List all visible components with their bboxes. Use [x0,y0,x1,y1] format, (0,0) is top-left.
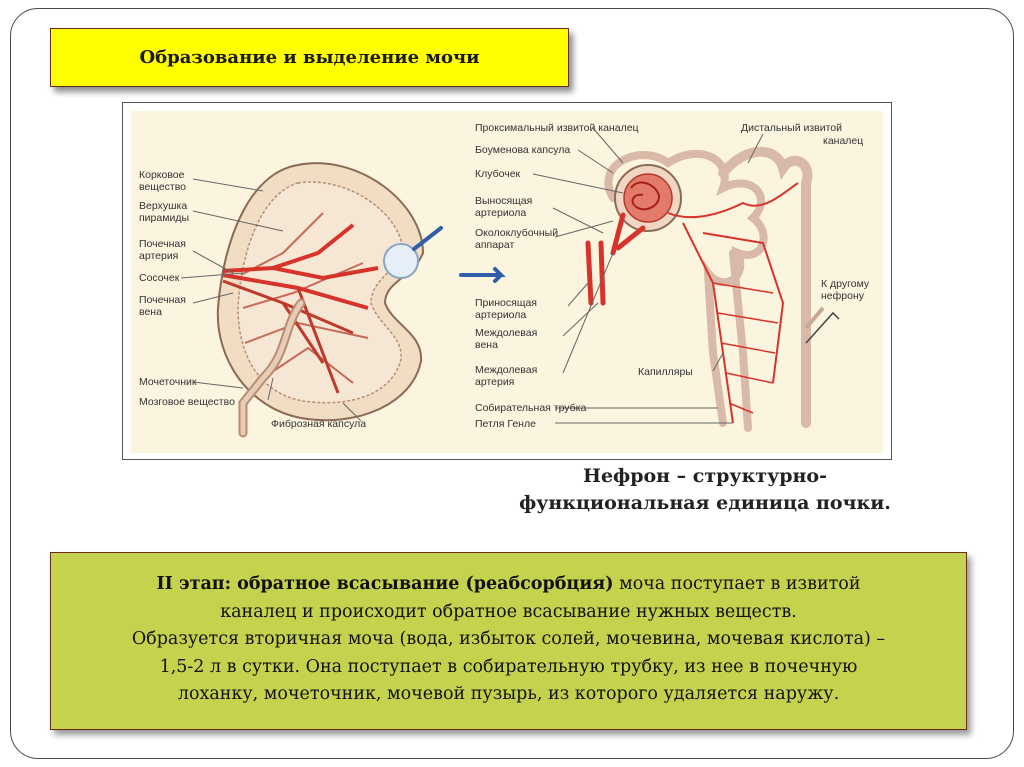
kidney-nephron-illustration [123,103,893,461]
label-afferent-arteriole-2: артериола [475,309,527,321]
caption-line-2: функциональная единица почки. [519,492,891,514]
label-to-other-nephron-2: нефрону [821,290,865,302]
info-line-2: каналец и происходит обратное всасывание нужных веществ. [220,601,797,622]
label-bowman-capsule: Боуменова капсула [475,144,571,156]
label-loop-of-henle: Петля Генле [475,418,536,430]
label-cortex-2: вещество [139,181,187,193]
label-efferent-arteriole-2: артериола [475,207,527,219]
label-renal-artery-1: Почечная [139,238,186,250]
kidney-nephron-figure [122,102,892,460]
label-renal-vein-1: Почечная [139,294,186,306]
label-juxtaglomerular-2: аппарат [475,239,515,251]
label-proximal-tubule: Проксимальный извитой каналец [475,122,639,134]
info-box [50,552,967,730]
label-cortex-1: Корковое [139,169,185,181]
label-interlobar-artery-1: Междолевая [475,364,538,376]
label-ureter: Мочеточник [139,376,197,388]
glomerulus [624,174,672,222]
info-stage-lead: II этап: обратное всасывание (реабсорбция) [156,574,614,594]
label-pyramid-apex-1: Верхушка [139,200,188,212]
slide-title: Образование и выделение мочи [139,47,480,68]
label-interlobar-artery-2: артерия [475,376,515,388]
info-line-4: 1,5-2 л в сутки. Она поступает в собирательную трубку, из нее в почечную [159,656,858,677]
label-renal-artery-2: артерия [139,250,179,262]
figure-caption [480,463,930,517]
label-distal-tubule-2: каналец [823,135,864,147]
caption-line-1: Нефрон – структурно- [583,465,827,487]
label-to-other-nephron-1: К другому [821,278,870,290]
label-fibrous-capsule: Фиброзная капсула [271,418,367,430]
label-pyramid-apex-2: пирамиды [139,212,189,224]
label-papilla: Сосочек [139,272,180,284]
label-capillaries: Капилляры [638,366,693,378]
label-interlobar-vein-1: Междолевая [475,327,538,339]
label-interlobar-vein-2: вена [475,339,498,351]
title-box [50,28,569,87]
label-collecting-duct: Собирательная трубка [475,402,587,414]
label-juxtaglomerular-1: Околоклубочный [475,227,559,239]
info-line-1 [65,571,952,599]
info-line-3: Образуется вторичная моча (вода, избыток солей, мочевина, мочевая кислота) – [131,629,886,649]
label-distal-tubule-1: Дистальный извитой [741,122,843,134]
info-line-5: лоханку, мочеточник, мочевой пузырь, из которого удаляется наружу. [177,684,840,704]
info-line-1-rest: моча поступает в извитой [613,574,861,594]
label-efferent-arteriole-1: Выносящая [475,195,533,207]
label-renal-vein-2: вена [139,306,162,318]
label-afferent-arteriole-1: Приносящая [475,297,537,309]
label-glomerulus: Клубочек [475,168,521,180]
label-medulla: Мозговое вещество [139,396,235,408]
